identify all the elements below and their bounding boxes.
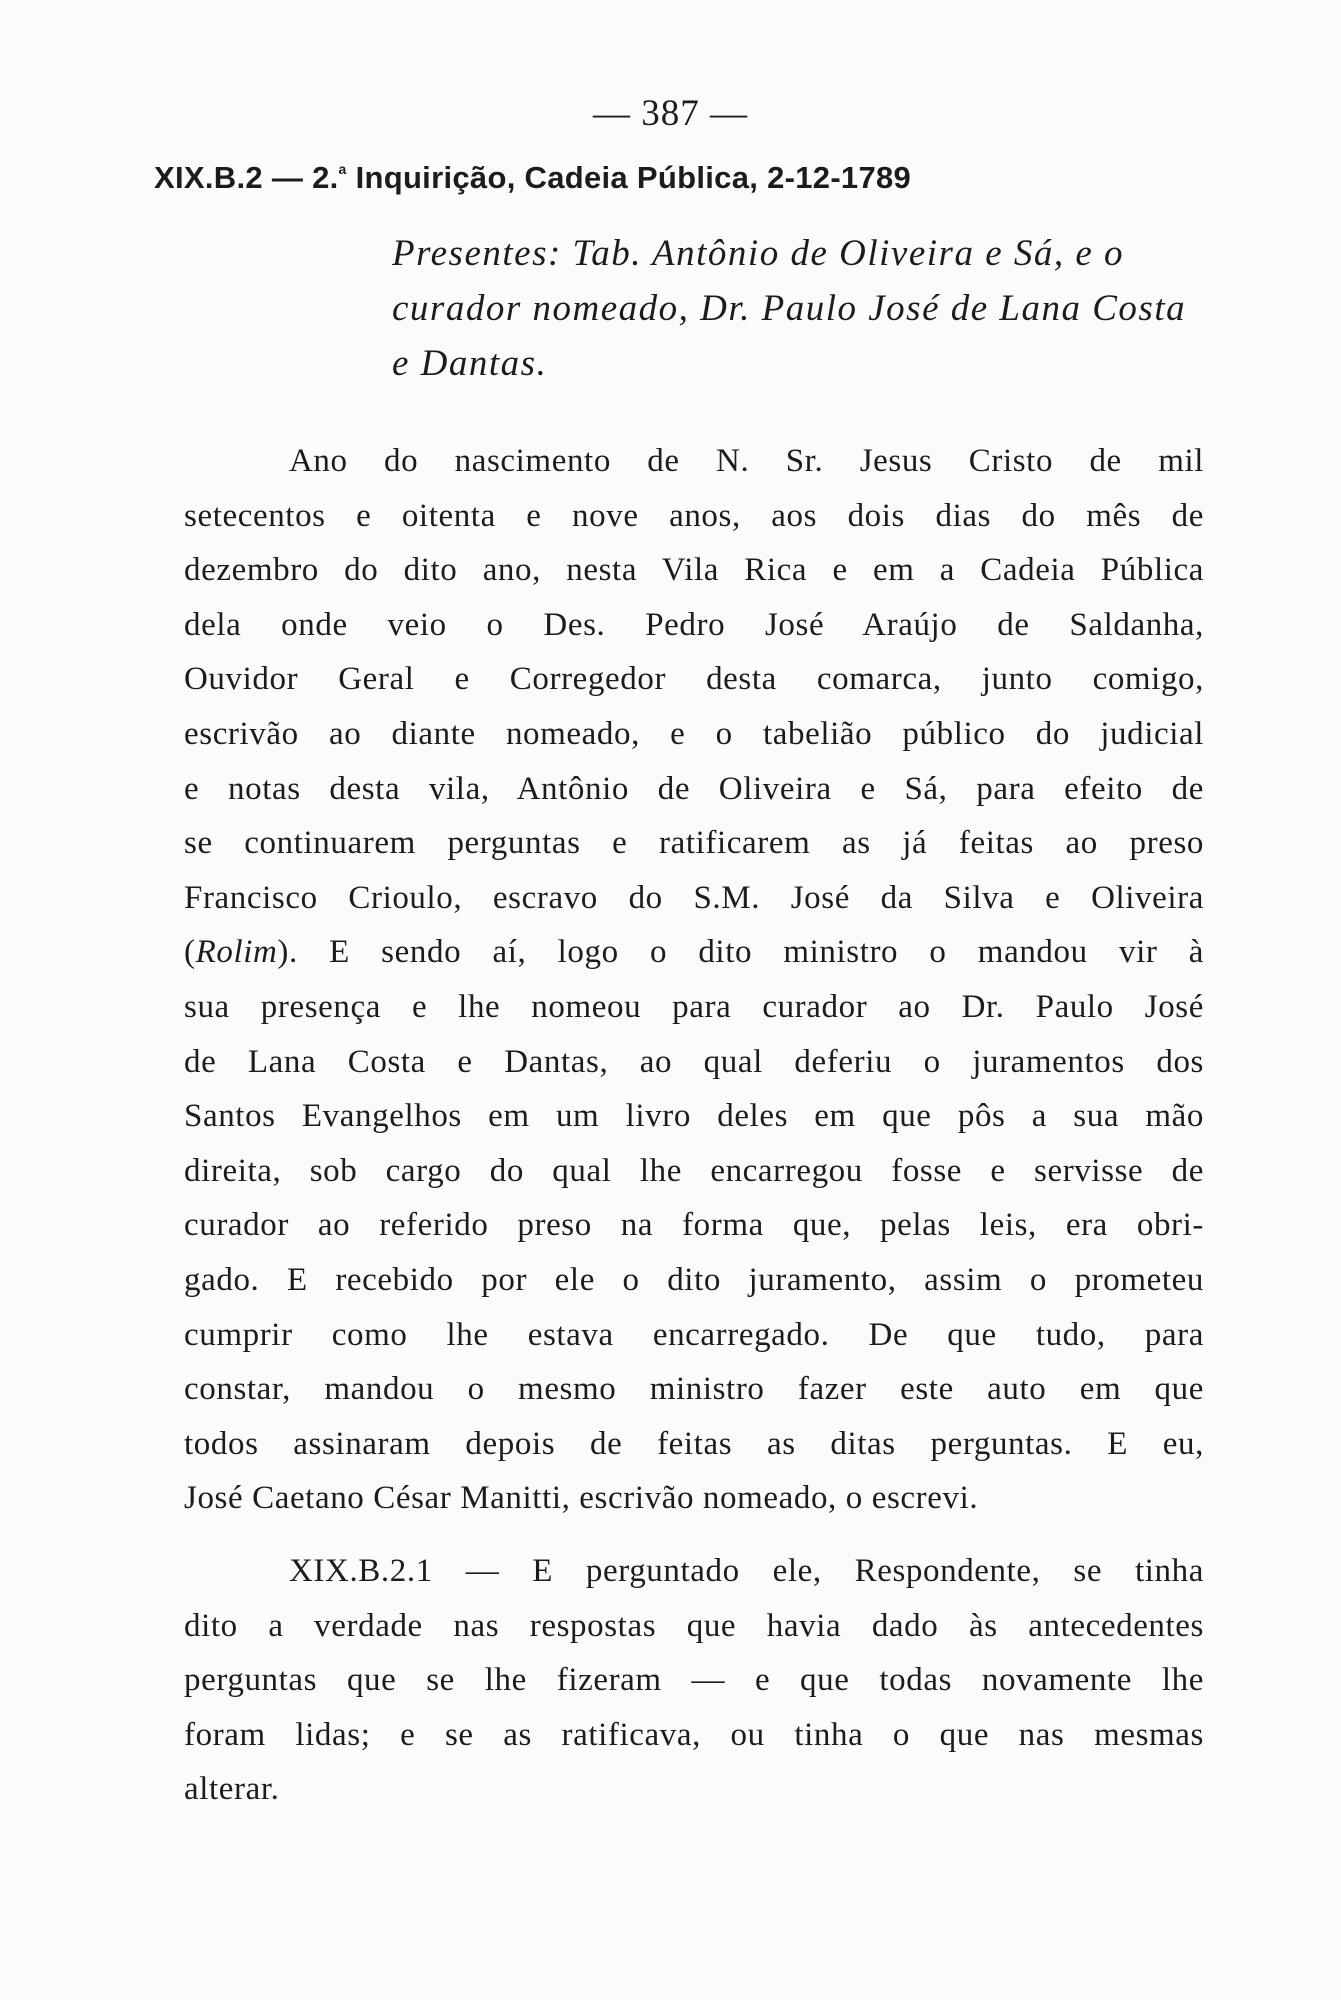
- text-line: dito a verdade nas respostas que havia dado às antecedentes: [184, 1607, 1204, 1644]
- text-line: (Rolim). E sendo aí, logo o dito ministro o mandou vir à: [184, 934, 1204, 971]
- attendees-line: Presentes: Tab. Antônio de Oliveira e Sá, e o: [392, 233, 1125, 274]
- text-line: perguntas que se lhe fizeram — e que todas novamente lhe: [184, 1662, 1204, 1699]
- text-line: Ouvidor Geral e Corregedor desta comarca, junto comigo,: [184, 661, 1204, 698]
- attendees-line: curador nomeado, Dr. Paulo José de Lana Costa: [392, 288, 1187, 329]
- text-line: cumprir como lhe estava encarregado. De que tudo, para: [184, 1316, 1204, 1353]
- attendees-note: [392, 226, 1204, 391]
- section-title: Inquirição, Cadeia Pública, 2-12-1789: [355, 160, 912, 195]
- text-line: constar, mandou o mesmo ministro fazer este auto em que: [184, 1371, 1204, 1408]
- text-line: dela onde veio o Des. Pedro José Araújo de Saldanha,: [184, 606, 1204, 643]
- text-line: dezembro do dito ano, nesta Vila Rica e em a Cadeia Pública: [184, 552, 1204, 589]
- text-line: foram lidas; e se as ratificava, ou tinha o que nas mesmas: [184, 1716, 1204, 1753]
- text-line: alterar.: [184, 1771, 280, 1808]
- text-line: Santos Evangelhos em um livro deles em que pôs a sua mão: [184, 1098, 1204, 1135]
- paragraph-record: [184, 434, 1204, 1526]
- text-line: Ano do nascimento de N. Sr. Jesus Cristo de mil: [289, 443, 1204, 479]
- section-heading: [154, 160, 1204, 196]
- section-number: 2.: [312, 160, 339, 195]
- text-line: XIX.B.2.1 — E perguntado ele, Respondente, se tinha: [289, 1553, 1204, 1589]
- text-line: e notas desta vila, Antônio de Oliveira e Sá, para efeito de: [184, 770, 1204, 807]
- text-line: Francisco Crioulo, escravo do S.M. José da Silva e Oliveira: [184, 879, 1204, 916]
- text-line: escrivão ao diante nomeado, e o tabelião público do judicial: [184, 715, 1204, 752]
- attendees-line: e Dantas.: [392, 343, 548, 384]
- text-line: curador ao referido preso na forma que, pelas leis, era obri-: [184, 1207, 1204, 1244]
- text-line: todos assinaram depois de feitas as ditas perguntas. E eu,: [184, 1425, 1204, 1462]
- paragraph-question: [184, 1544, 1204, 1817]
- text-line: sua presença e lhe nomeou para curador ao Dr. Paulo José: [184, 988, 1204, 1025]
- text-line: gado. E recebido por ele o dito juramento, assim o prometeu: [184, 1261, 1204, 1298]
- heading-dash: —: [271, 160, 304, 195]
- text-line: José Caetano César Manitti, escrivão nomeado, o escrevi.: [184, 1480, 979, 1517]
- text-line: direita, sob cargo do qual lhe encarregou fosse e servisse de: [184, 1152, 1204, 1189]
- text-line: de Lana Costa e Dantas, ao qual deferiu o juramentos dos: [184, 1043, 1204, 1080]
- page-number: — 387 —: [593, 93, 748, 134]
- text-line: setecentos e oitenta e nove anos, aos dois dias do mês de: [184, 497, 1204, 534]
- text-line: se continuarem perguntas e ratificarem as já feitas ao preso: [184, 825, 1204, 862]
- ordinal-mark: a: [338, 161, 347, 177]
- section-code: XIX.B.2: [154, 160, 263, 195]
